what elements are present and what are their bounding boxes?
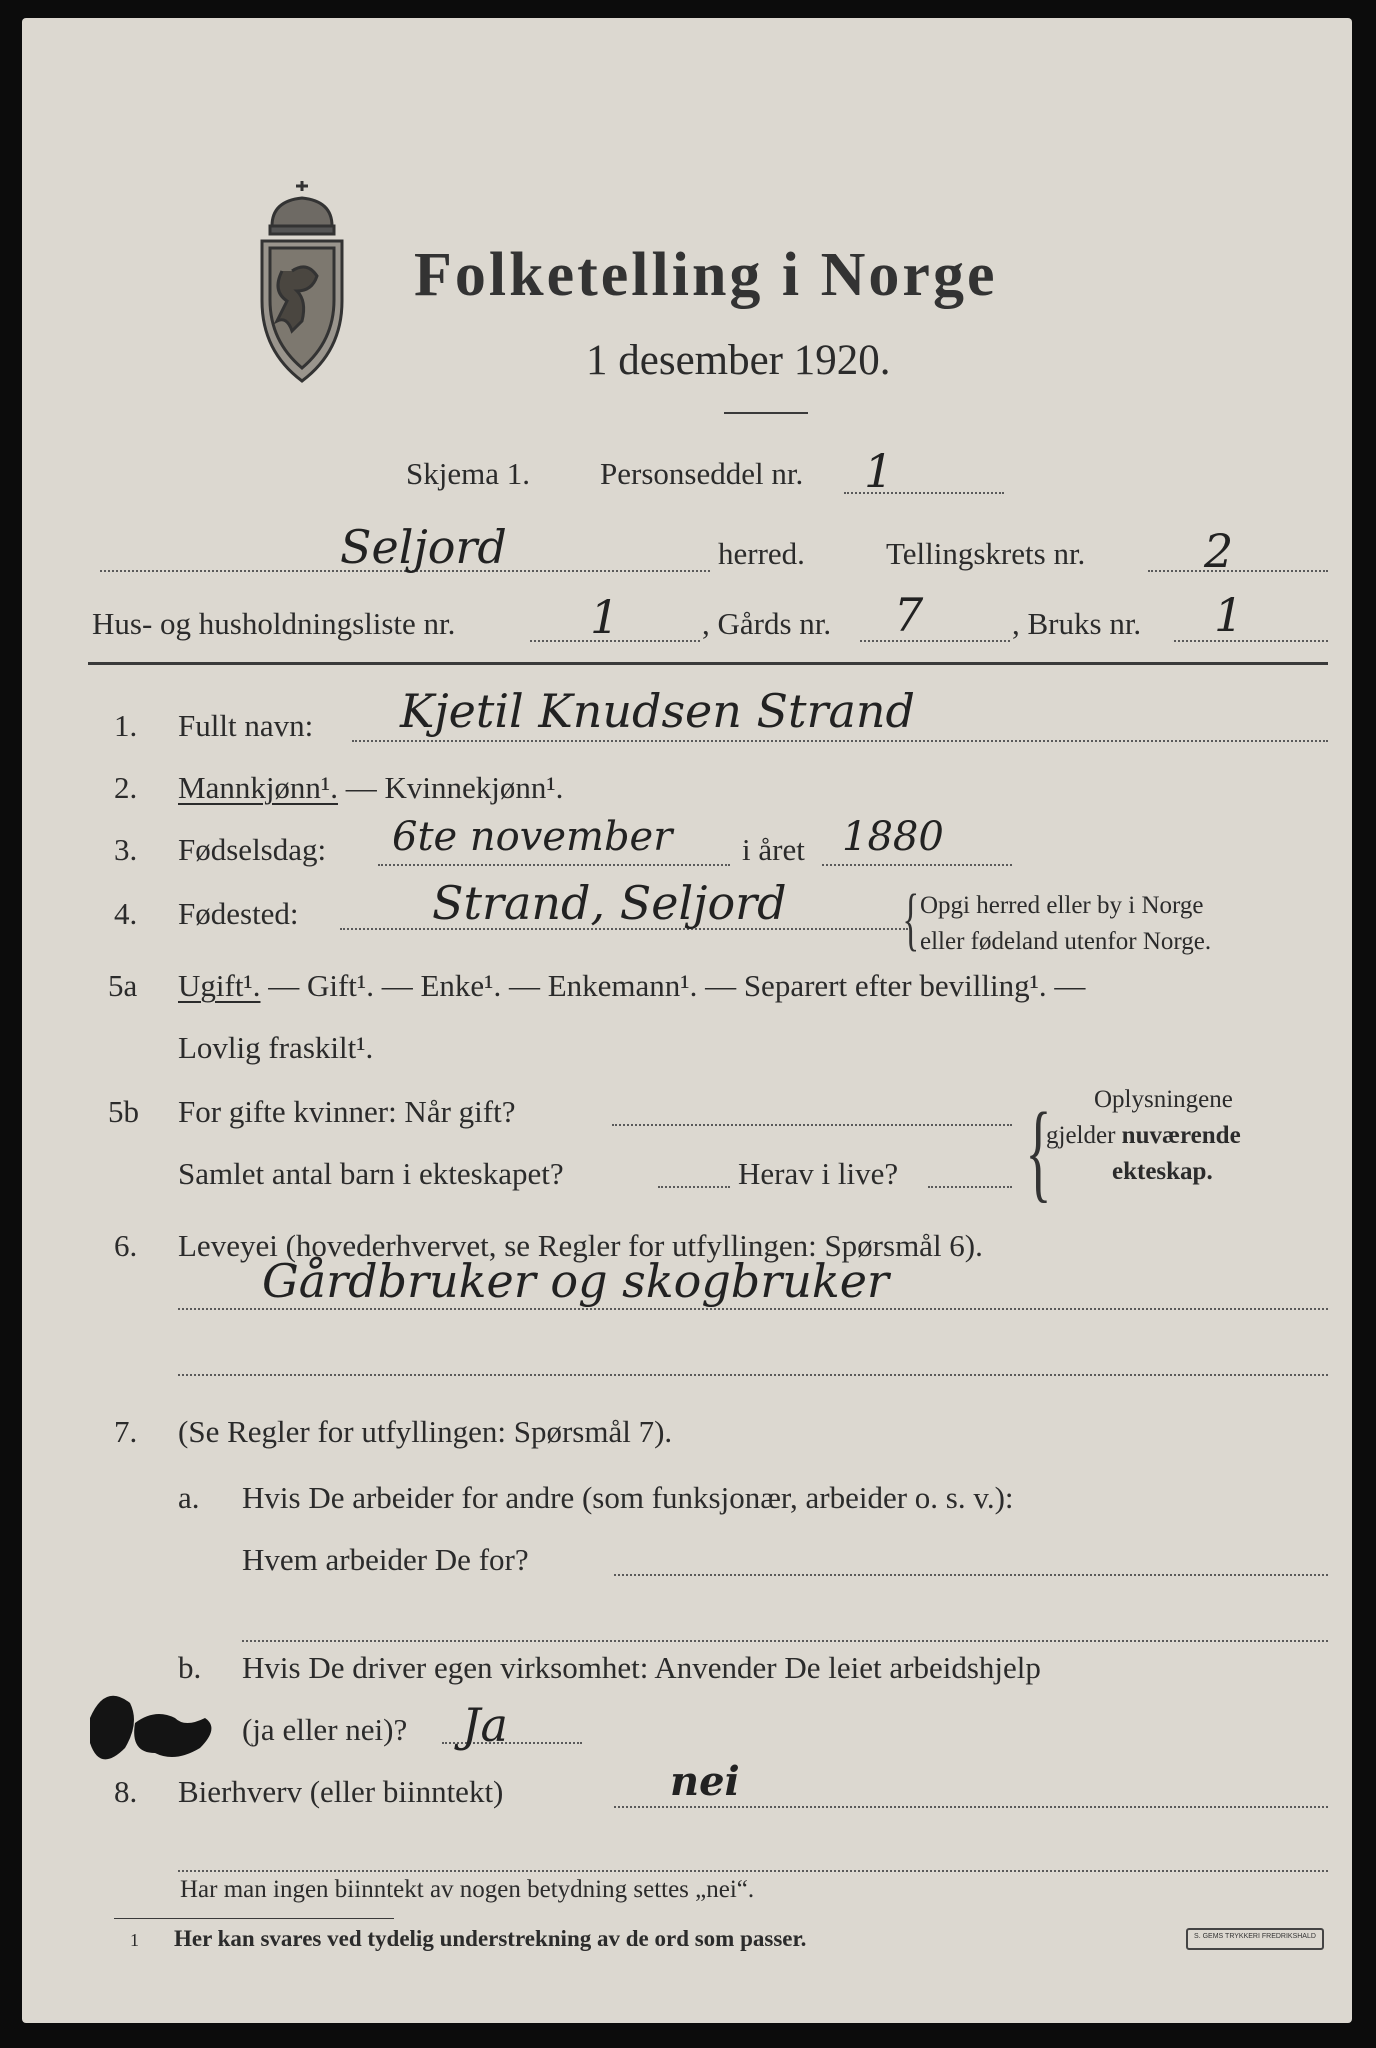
q3-year-field xyxy=(822,864,1012,866)
q6-field-line1 xyxy=(178,1308,1328,1310)
q2-separator: — xyxy=(337,770,385,805)
form-title: Folketelling i Norge xyxy=(414,241,998,309)
q5b-note-line2 xyxy=(1046,1122,1241,1150)
q7-label: (Se Regler for utfyllingen: Spørsmål 7). xyxy=(178,1414,673,1449)
q6-field-line2 xyxy=(178,1374,1328,1376)
q2-male-option: Mannkjønn¹. xyxy=(178,770,338,805)
q7a-field-line1 xyxy=(614,1574,1328,1576)
q8-number: 8. xyxy=(114,1774,138,1809)
q4-label: Fødested: xyxy=(178,896,299,931)
q5a-number: 5a xyxy=(108,968,138,1003)
q8-field-line1 xyxy=(614,1806,1328,1808)
bruks-field xyxy=(1174,640,1328,642)
bruks-value: 1 xyxy=(1214,588,1244,642)
personseddel-value: 1 xyxy=(864,444,894,498)
q5b-note-prefix: gjelder xyxy=(1046,1122,1122,1149)
skjema-label: Skjema 1. xyxy=(406,456,530,491)
q5b-note-line1: Oplysningene xyxy=(1094,1086,1233,1113)
q5b-label1: For gifte kvinner: Når gift? xyxy=(178,1094,516,1129)
census-form-sheet xyxy=(22,18,1352,2023)
q8-label: Bierhverv (eller biinntekt) xyxy=(178,1774,504,1809)
q3-year-label: i året xyxy=(742,832,805,867)
q4-value: Strand, Seljord xyxy=(432,876,787,930)
q6-value: Gårdbruker og skogbruker xyxy=(262,1254,889,1308)
q3-day-field xyxy=(378,864,730,866)
printer-stamp-text: S. GEMS TRYKKERI FREDRIKSHALD xyxy=(1194,1933,1316,1940)
hus-label: Hus- og husholdningsliste nr. xyxy=(92,606,456,641)
q7a-field-line2 xyxy=(242,1640,1328,1642)
q2-options xyxy=(178,770,563,806)
q7a-question: Hvem arbeider De for? xyxy=(242,1542,529,1577)
gards-field xyxy=(860,640,1010,642)
q5a-ugift-option: Ugift¹. xyxy=(178,968,261,1003)
q3-number: 3. xyxy=(114,832,138,867)
section-divider xyxy=(88,662,1328,665)
tellingskrets-field xyxy=(1148,570,1328,572)
q3-label: Fødselsdag: xyxy=(178,832,327,867)
q6-label: Leveyei (hovederhvervet, se Regler for utfyllingen: Spørsmål 6). xyxy=(178,1228,983,1263)
footnote-divider xyxy=(114,1918,394,1919)
q7-number: 7. xyxy=(114,1414,138,1449)
gards-value: 7 xyxy=(894,588,924,642)
q4-number: 4. xyxy=(114,896,138,931)
q6-number: 6. xyxy=(114,1228,138,1263)
herred-label: herred. xyxy=(718,536,805,571)
q3-day-value: 6te november xyxy=(392,814,673,860)
tellingskrets-value: 2 xyxy=(1204,524,1234,578)
q5a-line2: Lovlig fraskilt¹. xyxy=(178,1030,374,1065)
q5b-note-bold: nuværende xyxy=(1121,1122,1241,1149)
q4-note-line2: eller fødeland utenfor Norge. xyxy=(920,928,1212,955)
q5a-other-options: — Gift¹. — Enke¹. — Enkemann¹. — Separert efter bevilling¹. — xyxy=(260,968,1086,1003)
q4-note-line1: Opgi herred eller by i Norge xyxy=(920,892,1204,919)
coat-of-arms-icon xyxy=(252,176,352,396)
printer-stamp xyxy=(1186,1928,1324,1950)
census-date: 1 desember 1920. xyxy=(586,337,891,384)
q5b-number: 5b xyxy=(108,1094,139,1129)
q5b-label3: Herav i live? xyxy=(738,1156,899,1191)
q5b-married-field xyxy=(612,1124,1012,1126)
q5b-brace: { xyxy=(1025,1090,1052,1212)
footer-note: Har man ingen biinntekt av nogen betydning settes „nei“. xyxy=(180,1876,755,1903)
bruks-label: , Bruks nr. xyxy=(1012,606,1142,641)
gards-label: , Gårds nr. xyxy=(702,606,832,641)
q7b-text: Hvis De driver egen virksomhet: Anvender De leiet arbeidshjelp xyxy=(242,1650,1041,1685)
q5b-alive-field xyxy=(928,1186,1012,1188)
q7b-question: (ja eller nei)? xyxy=(242,1712,408,1747)
q7b-number: b. xyxy=(178,1650,202,1685)
q8-value: nei xyxy=(670,1758,740,1805)
footnote-text: Her kan svares ved tydelig understrekning av de ord som passer. xyxy=(174,1926,807,1951)
personseddel-label: Personseddel nr. xyxy=(600,456,804,491)
q3-year-value: 1880 xyxy=(842,814,944,860)
q5a-options xyxy=(178,968,1085,1004)
q2-number: 2. xyxy=(114,770,138,805)
title-divider xyxy=(724,412,808,414)
q7a-number: a. xyxy=(178,1480,200,1515)
q2-female-option: Kvinnekjønn¹. xyxy=(384,770,564,805)
herred-value: Seljord xyxy=(340,520,507,574)
q1-number: 1. xyxy=(114,708,138,743)
q1-label: Fullt navn: xyxy=(178,708,314,743)
q1-value: Kjetil Knudsen Strand xyxy=(400,684,916,738)
q1-field xyxy=(352,740,1328,742)
tellingskrets-label: Tellingskrets nr. xyxy=(886,536,1086,571)
hus-value: 1 xyxy=(590,590,620,644)
q5b-children-field xyxy=(658,1186,730,1188)
q8-field-line2 xyxy=(178,1870,1328,1872)
q4-brace: { xyxy=(902,881,920,958)
q7b-value: Ja xyxy=(462,1698,508,1752)
q5b-label2: Samlet antal barn i ekteskapet? xyxy=(178,1156,564,1191)
q5b-note-line3: ekteskap. xyxy=(1112,1158,1213,1185)
footnote-number: 1 xyxy=(130,1930,139,1950)
ink-blot-mark xyxy=(80,1678,230,1778)
q7a-text: Hvis De arbeider for andre (som funksjonær, arbeider o. s. v.): xyxy=(242,1480,1014,1515)
